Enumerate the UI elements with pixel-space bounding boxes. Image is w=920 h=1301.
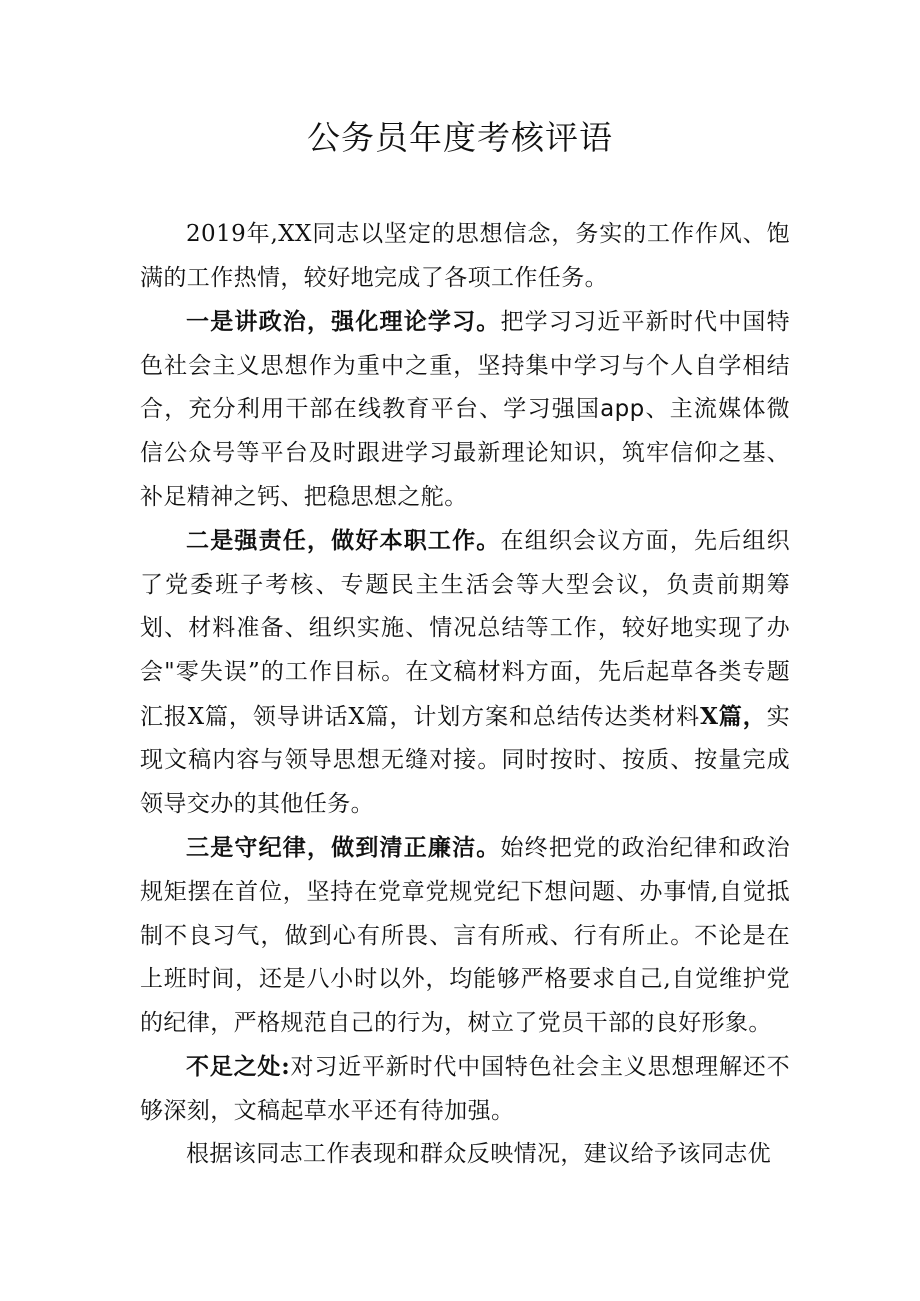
paragraph-shortcomings-heading: 不足之处: (186, 1053, 291, 1081)
document-body (140, 213, 790, 1177)
paragraph-responsibility-count: X篇， (700, 702, 767, 730)
paragraph-discipline (140, 826, 790, 1045)
paragraph-responsibility-heading: 二是强责任，做好本职工作。 (186, 527, 501, 555)
intro-paragraph: 2019年,XX同志以坚定的思想信念，务实的工作作风、饱满的工作热情，较好地完成了各项工作任务。 (140, 221, 790, 291)
paragraph-politics-text-a: 把学习习近平新时代中国特色社会主义思想作为重中之重，坚持集中学习与个人自学相结合，充分利用干部在线教育平台、学习强国 (140, 309, 790, 423)
paragraph-shortcomings-text: 对习近平新时代中国特色社会主义思想理解还不够深刻，文稿起草水平还有待加强。 (140, 1054, 790, 1124)
document-title: 公务员年度考核评语 (307, 118, 613, 157)
paragraph-responsibility (140, 519, 790, 826)
paragraph-recommendation: 根据该同志工作表现和群众反映情况，建议给予该同志优 (186, 1141, 771, 1168)
paragraph-politics-app: app (600, 396, 645, 423)
paragraph-politics-text-b: 、主流媒体微信公众号等平台及时跟进学习最新理论知识，筑牢信仰之基、补足精神之钙、把稳思想之舵。 (140, 396, 790, 510)
paragraph-responsibility-text-b: 实现文稿内容与领导思想无缝对接。同时按时、按质、按量完成领导交办的其他任务。 (140, 703, 790, 817)
paragraph-politics (140, 300, 790, 519)
paragraph-discipline-heading: 三是守纪律，做到清正廉洁。 (186, 834, 501, 862)
paragraph-shortcomings (140, 1045, 790, 1133)
paragraph-politics-heading: 一是讲政治，强化理论学习。 (186, 308, 501, 336)
paragraph-responsibility-text-a: 在组织会议方面，先后组织了党委班子考核、专题民主生活会等大型会议，负责前期筹划、材料准备、组织实施、情况总结等工作，较好地实现了办会"零失误”的工作目标。在文稿材料方面，先后起草各类专题汇报X篇，领导讲话X篇，计划方案和总结传达类材料 (140, 528, 790, 730)
paragraph-discipline-text: 始终把党的政治纪律和政治规矩摆在首位，坚持在党章党规党纪下想问题、办事情,自觉抵制不良习气，做到心有所畏、言有所戒、行有所止。不论是在上班时间，还是八小时以外，均能够严格要求自己,自觉维护党的纪律，严格规范自己的行为，树立了党员干部的良好形象。 (140, 835, 790, 1036)
